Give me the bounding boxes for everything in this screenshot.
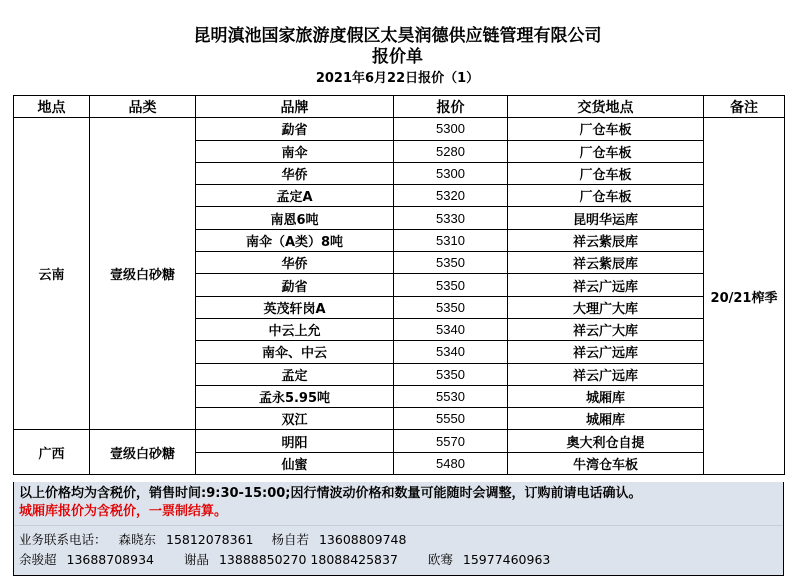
price-cell: 5530 <box>394 385 508 407</box>
brand-cell: 明阳 <box>196 430 394 452</box>
contact-name: 余骏超 <box>19 552 57 567</box>
price-cell: 5350 <box>394 363 508 385</box>
company-title: 昆明滇池国家旅游度假区太昊润德供应链管理有限公司 <box>193 26 602 46</box>
contact-phone: 13688708934 <box>66 552 154 567</box>
delivery-cell: 昆明华运库 <box>508 207 704 229</box>
delivery-cell: 厂仓车板 <box>508 118 704 140</box>
brand-cell: 南恩6吨 <box>196 207 394 229</box>
delivery-cell: 祥云广远库 <box>508 363 704 385</box>
price-cell: 5480 <box>394 452 508 474</box>
price-cell: 5350 <box>394 296 508 318</box>
price-cell: 5310 <box>394 229 508 251</box>
delivery-cell: 厂仓车板 <box>508 162 704 184</box>
contacts-label: 业务联系电话： <box>19 532 107 547</box>
price-note: 以上价格均为含税价，销售时间:9:30-15:00;因行情波动价格和数量可能随时会调整，订购前请电话确认。 <box>19 486 642 501</box>
brand-cell: 双江 <box>196 408 394 430</box>
brand-cell: 南伞（A类）8吨 <box>196 229 394 251</box>
table-header-row <box>14 96 785 118</box>
divider <box>14 525 783 526</box>
price-cell: 5300 <box>394 118 508 140</box>
table-row <box>14 430 785 452</box>
delivery-cell: 大理广大库 <box>508 296 704 318</box>
contacts-line-2 <box>19 551 564 568</box>
location-cell: 云南 <box>14 118 90 430</box>
delivery-cell: 祥云紫辰库 <box>508 252 704 274</box>
document-title: 报价单 <box>372 47 423 67</box>
contact-name: 谢晶 <box>183 552 209 567</box>
contact-phone: 15812078361 <box>166 532 254 547</box>
warehouse-note: 城厢库报价为含税价，一票制结算。 <box>19 504 228 519</box>
price-cell: 5350 <box>394 274 508 296</box>
col-header-category: 品类 <box>90 96 196 118</box>
col-header-price: 报价 <box>394 96 508 118</box>
delivery-cell: 城厢库 <box>508 408 704 430</box>
contact-name: 欧骞 <box>427 552 453 567</box>
delivery-cell: 厂仓车板 <box>508 140 704 162</box>
quote-date: 2021年6月22日报价（1） <box>315 71 480 86</box>
brand-cell: 孟定A <box>196 185 394 207</box>
brand-cell: 孟定 <box>196 363 394 385</box>
contact-name: 杨自若 <box>271 532 309 547</box>
brand-cell: 仙蜜 <box>196 452 394 474</box>
price-cell: 5350 <box>394 252 508 274</box>
brand-cell: 华侨 <box>196 252 394 274</box>
price-cell: 5340 <box>394 341 508 363</box>
price-table <box>13 95 785 475</box>
contact-phone: 15977460963 <box>462 552 551 567</box>
col-header-remark: 备注 <box>704 96 785 118</box>
delivery-cell: 牛湾仓车板 <box>508 452 704 474</box>
delivery-cell: 祥云广大库 <box>508 318 704 340</box>
notes-panel <box>13 482 784 576</box>
brand-cell: 华侨 <box>196 162 394 184</box>
brand-cell: 南伞、中云 <box>196 341 394 363</box>
price-cell: 5570 <box>394 430 508 452</box>
category-cell: 壹级白砂糖 <box>90 430 196 475</box>
delivery-cell: 奥大利仓自提 <box>508 430 704 452</box>
brand-cell: 英茂轩岗A <box>196 296 394 318</box>
brand-cell: 勐省 <box>196 118 394 140</box>
remark-cell: 20/21榨季 <box>704 118 785 475</box>
price-cell: 5330 <box>394 207 508 229</box>
location-cell: 广西 <box>14 430 90 475</box>
brand-cell: 孟永5.95吨 <box>196 385 394 407</box>
table-row <box>14 118 785 140</box>
contact-phone: 13608809748 <box>318 532 407 547</box>
contacts-line-1 <box>19 531 420 548</box>
price-cell: 5300 <box>394 162 508 184</box>
price-cell: 5280 <box>394 140 508 162</box>
price-cell: 5320 <box>394 185 508 207</box>
delivery-cell: 厂仓车板 <box>508 185 704 207</box>
delivery-cell: 祥云紫辰库 <box>508 229 704 251</box>
col-header-brand: 品牌 <box>196 96 394 118</box>
col-header-delivery: 交货地点 <box>508 96 704 118</box>
price-cell: 5550 <box>394 408 508 430</box>
col-header-location: 地点 <box>14 96 90 118</box>
contact-name: 森晓东 <box>118 532 157 547</box>
brand-cell: 南伞 <box>196 140 394 162</box>
contact-phone: 13888850270 18088425837 <box>218 552 398 567</box>
brand-cell: 中云上允 <box>196 318 394 340</box>
delivery-cell: 祥云广远库 <box>508 274 704 296</box>
delivery-cell: 祥云广远库 <box>508 341 704 363</box>
category-cell: 壹级白砂糖 <box>90 118 196 430</box>
brand-cell: 勐省 <box>196 274 394 296</box>
delivery-cell: 城厢库 <box>508 385 704 407</box>
price-cell: 5340 <box>394 318 508 340</box>
